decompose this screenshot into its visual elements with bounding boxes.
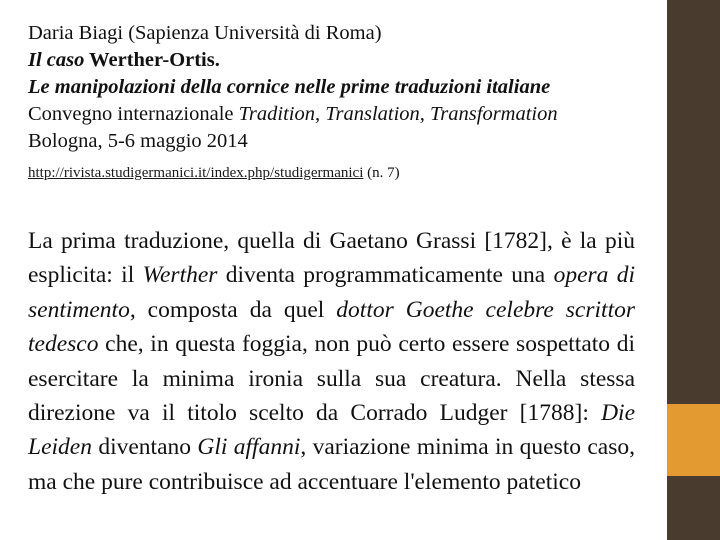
body-italic-werther: Werther xyxy=(142,262,218,289)
title-line xyxy=(28,47,658,74)
author-line: Daria Biagi (Sapienza Università di Roma) xyxy=(28,22,382,44)
place-date-line: Bologna, 5-6 maggio 2014 xyxy=(28,130,248,152)
issue-number: (n. 7) xyxy=(363,165,400,181)
body-italic-goethe: dottor Goethe celebre scrittor tedesco xyxy=(28,296,635,358)
body-text-2: diventa programmaticamente una xyxy=(217,262,554,289)
subtitle-line: Le manipolazioni della cornice nelle prime traduzioni italiane xyxy=(28,76,551,98)
title-bold: Werther-Ortis. xyxy=(84,49,220,71)
body-italic-opera: opera di sentimento xyxy=(28,262,636,323)
body-text-4: che, in questa foggia, non può certo essere sospettato di esercitare la minima ironia sulla sua creatura. Nella stessa direzione va il titolo scelto da Corrado Ludger [1788]: xyxy=(28,331,635,427)
conference-prefix: Convegno internazionale xyxy=(28,103,239,125)
source-link-line xyxy=(28,165,400,182)
body-paragraph xyxy=(28,224,635,499)
title-italic: Il caso xyxy=(28,49,85,71)
body-italic-leiden: Die Leiden xyxy=(28,400,635,461)
conference-name: Tradition, Translation, Transformation xyxy=(238,103,558,125)
conference-line xyxy=(28,101,658,128)
body-text-1: La prima traduzione, quella di Gaetano Grassi [1782], è la più esplicita: il xyxy=(28,228,635,289)
body-text-3: , composta da quel xyxy=(129,296,337,323)
body-text-6: , variazione minima in questo caso, ma che pure contribuisce ad accentuare l'elemento patetico xyxy=(28,434,635,495)
body-text-5: diventano xyxy=(91,434,198,461)
citation-header xyxy=(28,20,658,155)
side-accent-block xyxy=(667,404,720,476)
source-link[interactable]: http://rivista.studigermanici.it/index.php/studigermanici xyxy=(28,165,364,181)
body-italic-affanni: Gli affanni xyxy=(197,434,301,461)
